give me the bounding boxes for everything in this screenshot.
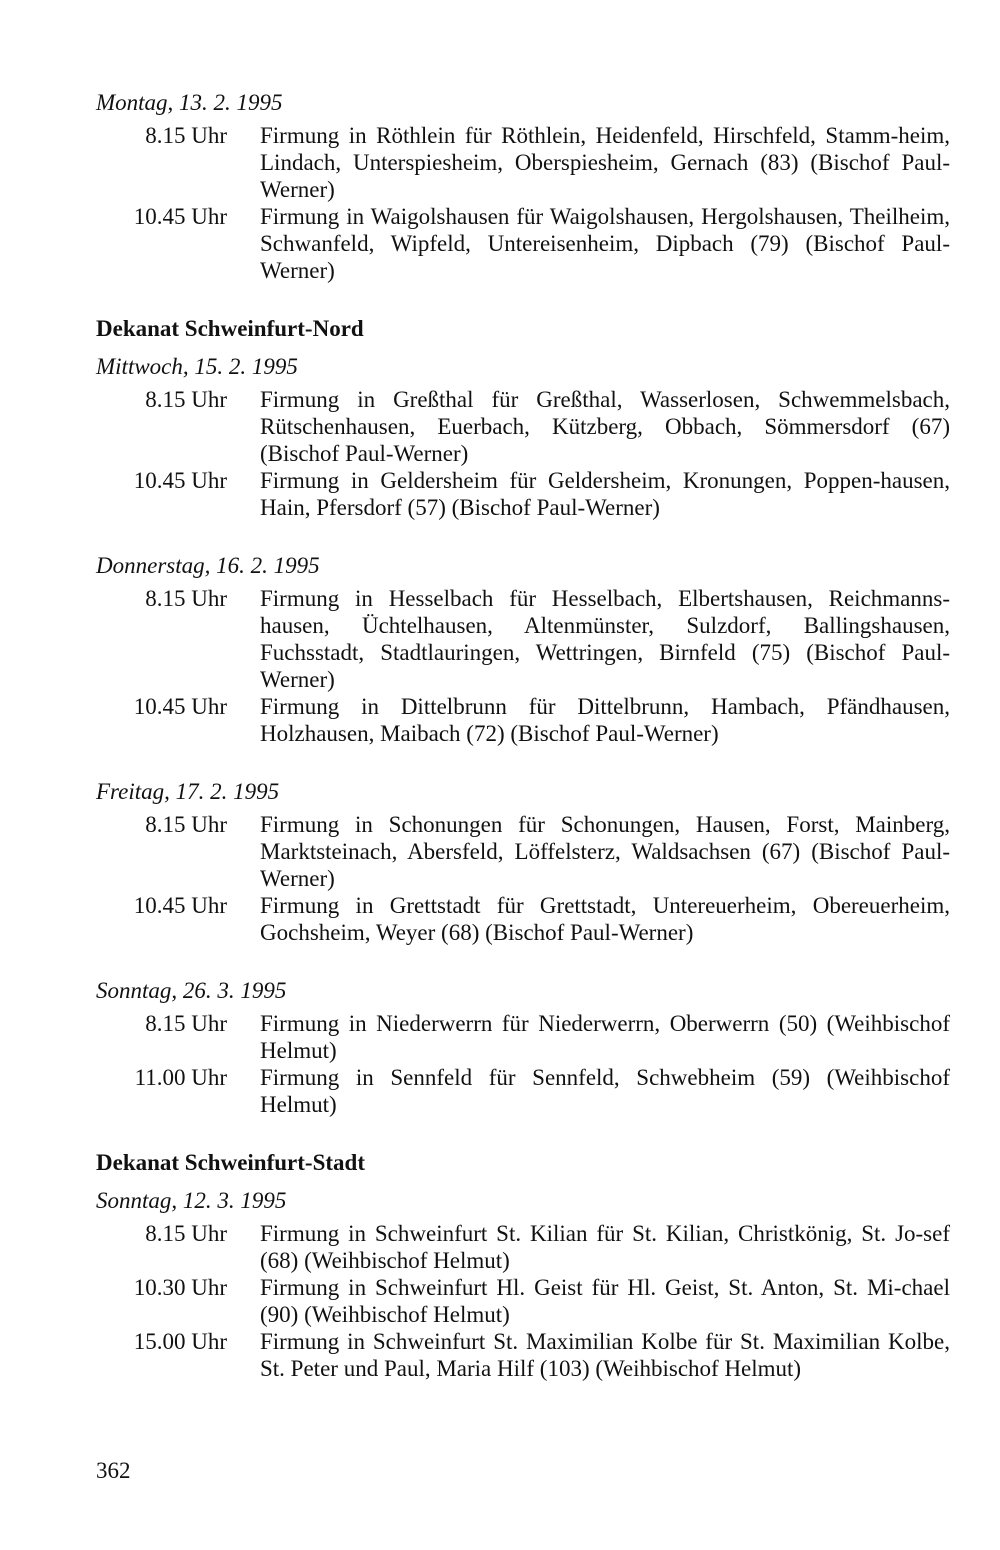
day-heading: Freitag, 17. 2. 1995 xyxy=(96,779,280,804)
day-section xyxy=(96,88,950,284)
entry-time: 10.45 Uhr xyxy=(133,204,227,229)
schedule-entry xyxy=(96,122,950,203)
entry-text: Firmung in Röthlein für Röthlein, Heidenfeld, Hirschfeld, Stamm-heim, Lindach, Unterspiesheim, Oberspiesheim, Gernach (83) (Bischof Paul-Werner) xyxy=(260,123,950,202)
day-heading: Mittwoch, 15. 2. 1995 xyxy=(96,354,298,379)
entry-time: 8.15 Uhr xyxy=(145,1221,227,1246)
entry-text: Firmung in Schonungen für Schonungen, Hausen, Forst, Mainberg, Marktsteinach, Abersfeld, Löffelsterz, Waldsachsen (67) (Bischof Paul-Werner) xyxy=(260,812,950,891)
page-number: 362 xyxy=(96,1458,131,1483)
section-heading: Dekanat Schweinfurt-Stadt xyxy=(96,1150,365,1175)
schedule-entry xyxy=(96,1274,950,1328)
day-section xyxy=(96,551,950,747)
schedule-entry xyxy=(96,386,950,467)
day-heading: Montag, 13. 2. 1995 xyxy=(96,90,283,115)
schedule-entry xyxy=(96,467,950,521)
entry-text: Firmung in Niederwerrn für Niederwerrn, Oberwerrn (50) (Weihbischof Helmut) xyxy=(260,1011,950,1063)
entry-text: Firmung in Hesselbach für Hesselbach, Elbertshausen, Reichmanns-hausen, Üchtelhausen, Altenmünster, Sulzdorf, Ballingshausen, Fuchsstadt, Stadtlauringen, Wettringen, Birnfeld (75) (Bischof Paul-Werner) xyxy=(260,586,950,692)
entry-time: 11.00 Uhr xyxy=(134,1065,227,1090)
day-section xyxy=(96,352,950,521)
entry-text: Firmung in Schweinfurt St. Kilian für St. Kilian, Christkönig, St. Jo-sef (68) (Weihbischof Helmut) xyxy=(260,1221,950,1273)
entry-time: 10.45 Uhr xyxy=(133,694,227,719)
schedule-entry xyxy=(96,811,950,892)
day-section xyxy=(96,777,950,946)
schedule-entry xyxy=(96,585,950,693)
schedule-entry xyxy=(96,1010,950,1064)
schedule-entry xyxy=(96,1220,950,1274)
entry-text: Firmung in Greßthal für Greßthal, Wasserlosen, Schwemmelsbach, Rütschenhausen, Euerbach, Kützberg, Obbach, Sömmersdorf (67) (Bischof Paul-Werner) xyxy=(260,387,950,466)
entry-time: 8.15 Uhr xyxy=(145,123,227,148)
section-heading: Dekanat Schweinfurt-Nord xyxy=(96,316,364,341)
entry-text: Firmung in Grettstadt für Grettstadt, Untereuerheim, Obereuerheim, Gochsheim, Weyer (68) (Bischof Paul-Werner) xyxy=(260,893,950,945)
day-section xyxy=(96,976,950,1118)
entry-text: Firmung in Schweinfurt St. Maximilian Kolbe für St. Maximilian Kolbe, St. Peter und Paul, Maria Hilf (103) (Weihbischof Helmut) xyxy=(260,1329,950,1381)
schedule-entry xyxy=(96,1064,950,1118)
schedule-entry xyxy=(96,693,950,747)
schedule-entry xyxy=(96,203,950,284)
entry-time: 10.45 Uhr xyxy=(133,468,227,493)
day-heading: Sonntag, 26. 3. 1995 xyxy=(96,978,287,1003)
document-page xyxy=(96,88,950,1382)
entry-text: Firmung in Geldersheim für Geldersheim, Kronungen, Poppen-hausen, Hain, Pfersdorf (57) (Bischof Paul-Werner) xyxy=(260,468,950,520)
day-heading: Sonntag, 12. 3. 1995 xyxy=(96,1188,287,1213)
schedule-entry xyxy=(96,892,950,946)
entry-time: 8.15 Uhr xyxy=(145,387,227,412)
entry-time: 10.45 Uhr xyxy=(133,893,227,918)
day-heading: Donnerstag, 16. 2. 1995 xyxy=(96,553,320,578)
entry-time: 8.15 Uhr xyxy=(145,812,227,837)
entry-time: 10.30 Uhr xyxy=(133,1275,227,1300)
entry-text: Firmung in Schweinfurt Hl. Geist für Hl. Geist, St. Anton, St. Mi-chael (90) (Weihbischof Helmut) xyxy=(260,1275,950,1327)
entry-time: 8.15 Uhr xyxy=(145,1011,227,1036)
day-section xyxy=(96,1186,950,1382)
entry-text: Firmung in Sennfeld für Sennfeld, Schwebheim (59) (Weihbischof Helmut) xyxy=(260,1065,950,1117)
entry-text: Firmung in Dittelbrunn für Dittelbrunn, Hambach, Pfändhausen, Holzhausen, Maibach (72) (Bischof Paul-Werner) xyxy=(260,694,950,746)
entry-time: 8.15 Uhr xyxy=(145,586,227,611)
entry-time: 15.00 Uhr xyxy=(133,1329,227,1354)
entry-text: Firmung in Waigolshausen für Waigolshausen, Hergolshausen, Theilheim, Schwanfeld, Wipfeld, Untereisenheim, Dipbach (79) (Bischof Paul-Werner) xyxy=(260,204,950,283)
schedule-entry xyxy=(96,1328,950,1382)
